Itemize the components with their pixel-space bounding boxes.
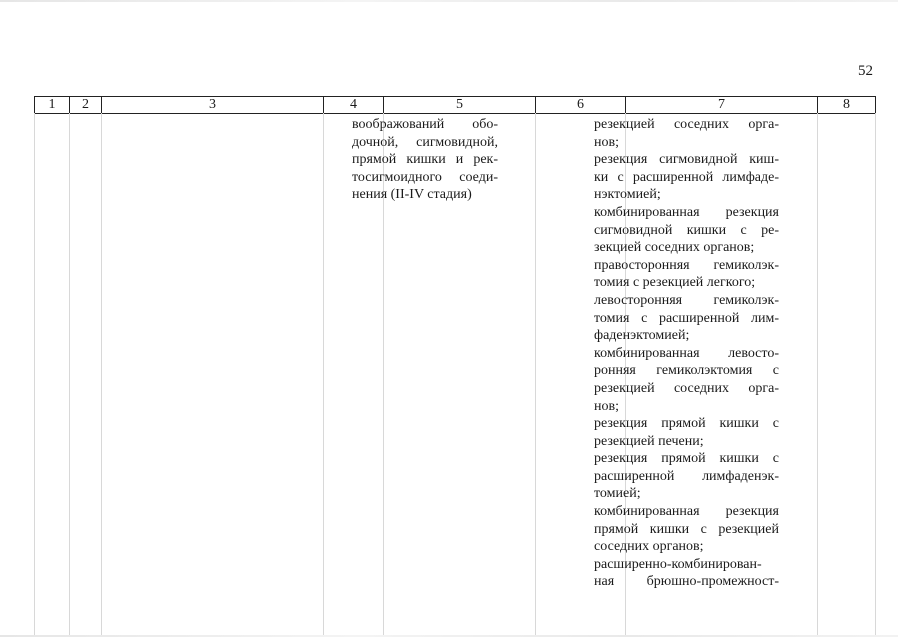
text-line: нэктомией; bbox=[594, 187, 661, 203]
header-cell-3: 3 bbox=[102, 97, 324, 113]
header-cell-7: 7 bbox=[626, 97, 818, 113]
text-line: ная брюшно-промежност- bbox=[594, 574, 779, 590]
column-divider bbox=[69, 113, 70, 635]
text-line: дочной, сигмовидной, bbox=[352, 134, 498, 150]
column-divider bbox=[817, 113, 818, 635]
text-line: резекция прямой кишки с bbox=[594, 416, 779, 432]
text-line: резекцией соседних орга- bbox=[594, 380, 779, 396]
text-line: фаденэктомией; bbox=[594, 328, 690, 344]
text-line: резекцией печени; bbox=[594, 433, 704, 449]
text-line: резекция сигмовидной киш- bbox=[594, 152, 779, 168]
text-line: сигмовидной кишки с ре- bbox=[594, 222, 779, 238]
text-line: томия с расширенной лим- bbox=[594, 310, 779, 326]
text-line: зекцией соседних органов; bbox=[594, 240, 755, 256]
text-line: комбинированная резекция bbox=[594, 504, 779, 520]
text-line: томия с резекцией легкого; bbox=[594, 275, 756, 291]
text-line: томией; bbox=[594, 486, 641, 502]
text-line: комбинированная левосто- bbox=[594, 345, 779, 361]
text-line: резекция прямой кишки с bbox=[594, 451, 779, 467]
scan-bottom-edge bbox=[0, 635, 898, 637]
table-header-row bbox=[34, 96, 876, 114]
text-line: комбинированная резекция bbox=[594, 204, 779, 220]
text-line: ки с расширенной лимфаде- bbox=[594, 169, 779, 185]
header-cell-8: 8 bbox=[843, 97, 850, 112]
column-7-treatment-text bbox=[594, 116, 779, 591]
header-cell-5: 5 bbox=[384, 97, 536, 113]
text-line: тосигмоидного соеди- bbox=[352, 169, 498, 185]
column-divider bbox=[875, 113, 876, 635]
text-line: резекцией соседних орга- bbox=[594, 117, 779, 132]
header-cell-1: 1 bbox=[35, 97, 70, 113]
text-line: расширенной лимфаденэк- bbox=[594, 468, 779, 484]
text-line: соседних органов; bbox=[594, 539, 704, 555]
text-line: прямой кишки и рек- bbox=[352, 152, 498, 168]
text-line: левосторонняя гемиколэк- bbox=[594, 292, 779, 308]
text-line: воображований обо- bbox=[352, 117, 498, 132]
scan-top-edge bbox=[0, 0, 898, 2]
column-divider bbox=[34, 113, 35, 635]
header-cell-6: 6 bbox=[536, 97, 626, 113]
text-line: нения (II-IV стадия) bbox=[352, 187, 472, 203]
header-cell-2: 2 bbox=[70, 97, 102, 113]
text-line: прямой кишки с резекцией bbox=[594, 521, 779, 537]
column-divider bbox=[101, 113, 102, 635]
column-5-diagnosis-text bbox=[352, 116, 498, 204]
text-line: нов; bbox=[594, 398, 619, 414]
text-line: расширенно-комбинирован- bbox=[594, 556, 762, 572]
header-cell-4: 4 bbox=[324, 97, 384, 113]
text-line: нов; bbox=[594, 134, 619, 150]
text-line: ронняя гемиколэктомия с bbox=[594, 363, 779, 379]
text-line: правосторонняя гемиколэк- bbox=[594, 257, 779, 273]
column-divider bbox=[323, 113, 324, 635]
page-number: 52 bbox=[858, 63, 873, 79]
column-divider bbox=[535, 113, 536, 635]
